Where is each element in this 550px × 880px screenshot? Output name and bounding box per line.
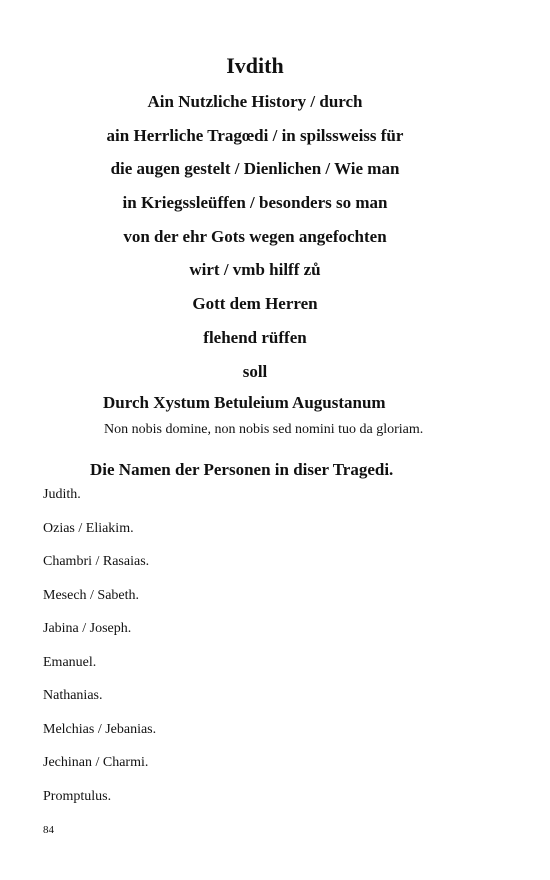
person-entry: Mesech / Sabeth. [43, 587, 140, 603]
subtitle-line: Ain Nutzliche History / durch [147, 92, 363, 111]
person-entry: Jabina / Joseph. [43, 621, 132, 636]
play-title: Ivdith [226, 53, 284, 78]
latin-motto: Non nobis domine, non nobis sed nomini tuo da gloriam. [104, 422, 424, 437]
person-entry: Nathanias. [43, 688, 103, 703]
subtitle-line: flehend rüffen [203, 327, 307, 347]
person-entry: Melchias / Jebanias. [43, 721, 157, 737]
persons-list [43, 484, 156, 819]
person-entry: Jechinan / Charmi. [43, 755, 149, 770]
person-entry: Judith. [43, 487, 81, 502]
author-line: Durch Xystum Betuleium Augustanum [103, 393, 386, 412]
subtitle-line: von der ehr Gots wegen angefochten [123, 226, 387, 246]
persons-heading: Die Namen der Personen in diser Tragedi. [90, 460, 394, 479]
subtitle-line: in Kriegssleüffen / besonders so man [122, 193, 388, 213]
subtitle-line: ain Herrliche Tragœdi / in spilssweiss für [106, 125, 404, 145]
person-entry: Chambri / Rasaias. [43, 554, 150, 569]
subtitle-line: die augen gestelt / Dienlichen / Wie man [110, 159, 400, 179]
page-number: 84 [43, 824, 54, 836]
person-entry: Ozias / Eliakim. [43, 520, 134, 536]
person-entry: Promptulus. [43, 788, 112, 804]
person-entry: Emanuel. [43, 654, 97, 670]
subtitle-line: Gott dem Herren [192, 294, 318, 314]
title-description [0, 88, 510, 391]
subtitle-line: wirt / vmb hilff zů [189, 260, 321, 280]
subtitle-line: soll [242, 361, 268, 381]
